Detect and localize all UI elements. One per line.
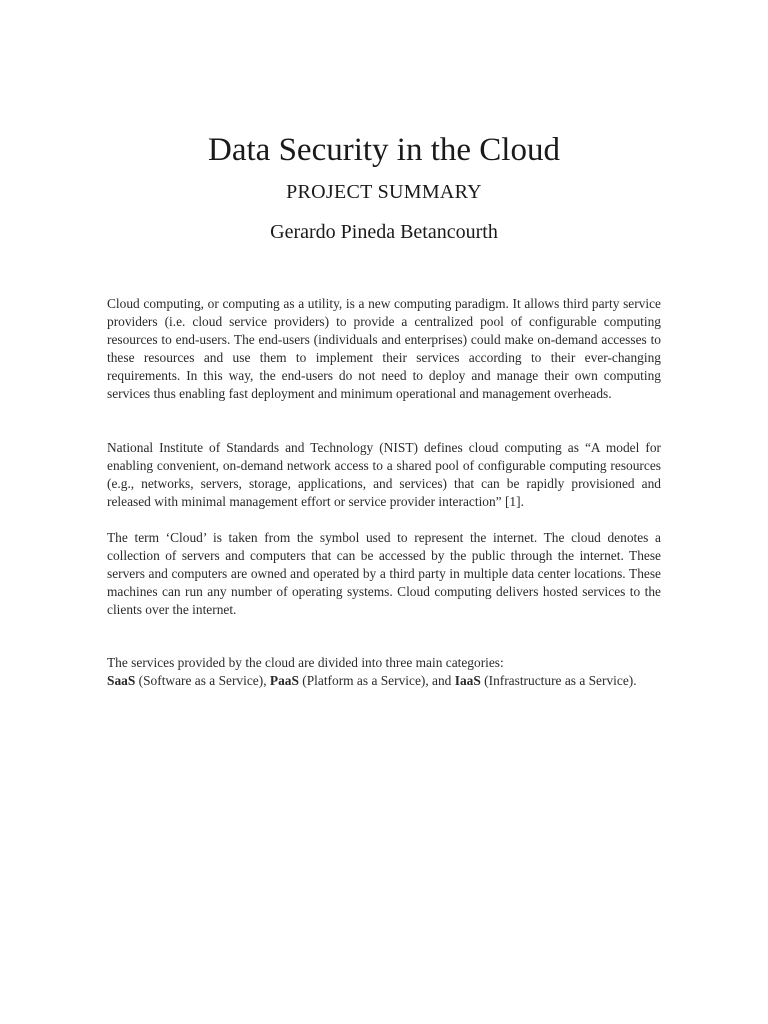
document-author: Gerardo Pineda Betancourth	[270, 221, 498, 243]
saas-description: (Software as a Service),	[135, 673, 270, 688]
paragraph-nist-definition: National Institute of Standards and Technology (NIST) defines cloud computing as “A model for enabling convenient, on-demand network access to a shared pool of configurable computing resources (e.g., networks, servers, storage, applications, and services) that can be rapidly provisioned and released with minimal management effort or service provider interaction” [1].	[107, 440, 661, 509]
paragraph-services-intro: The services provided by the cloud are divided into three main categories:	[107, 655, 504, 670]
paragraph-cloud-computing-intro: Cloud computing, or computing as a utility, is a new computing paradigm. It allows third party service providers (i.e. cloud service providers) to provide a centralized pool of configurable computing resources to end-users. The end-users (individuals and enterprises) could make on-demand accesses to these resources and use them to implement their services according to their ever-changing requirements. In this way, the end-users do not need to deploy and manage their own computing services thus enabling fast deployment and minimum operational and management overheads.	[107, 296, 661, 401]
paas-description: (Platform as a Service), and	[298, 673, 455, 688]
iaas-description: (Infrastructure as a Service).	[480, 673, 637, 688]
paragraph-cloud-term: The term ‘Cloud’ is taken from the symbol used to represent the internet. The cloud denotes a collection of servers and computers that can be accessed by the public through the internet. These servers and computers are owned and operated by a third party in multiple data center locations. These machines can run any number of operating systems. Cloud computing delivers hosted services to the clients over the internet.	[107, 530, 661, 617]
saas-term: SaaS	[107, 673, 136, 688]
document-subtitle: PROJECT SUMMARY	[286, 181, 482, 203]
iaas-term: IaaS	[454, 673, 481, 688]
paas-term: PaaS	[269, 673, 299, 688]
document-title: Data Security in the Cloud	[208, 132, 560, 168]
paragraph-service-categories	[107, 672, 661, 690]
